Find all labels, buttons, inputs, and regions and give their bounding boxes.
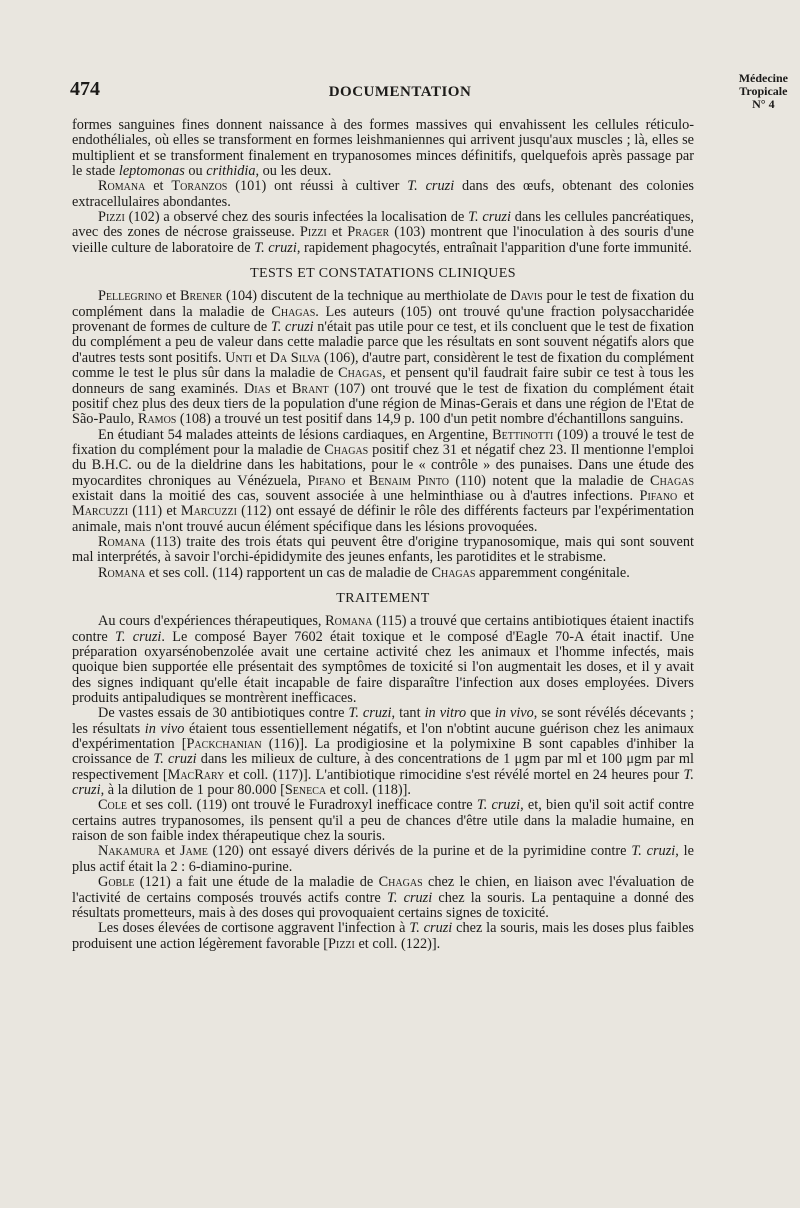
paragraph — [72, 179, 694, 210]
text-run: et — [345, 472, 369, 489]
text-run: positif chez 31 et négatif chez 23. Il mentionne l'emploi du B.H.C. ou de la dieldrine dans les habitations, pour le « contrôle » des punaises. Dans une étude des myocardites chroniques au Vénézuela, — [72, 441, 694, 489]
text-run: étaient tous essentiellement négatifs, et l'on n'obtint aucune guérison chez les animaux d'expérimentation [ — [72, 720, 694, 753]
text-run: (106), d'autre part, considèrent le test de fixation du complément comme le test le plus sûr dans la maladie de — [72, 349, 694, 382]
text-run: , et, bien qu'il soit actif contre certains autres trypanosomes, ils pensent qu'il a peu de chances d'être utile dans la maladie humaine, en raison de son faible index thérapeutique chez la souris. — [72, 797, 694, 845]
text-run: et — [162, 288, 180, 305]
species-name: T. cruzi — [468, 209, 511, 226]
author-name: Davis — [510, 288, 543, 305]
text-run: chez le chien, en liaison avec l'évaluation de l'activité de certains composés trouvés actifs contre — [72, 874, 694, 906]
text-run: En étudiant 54 malades atteints de lésions cardiaques, en Argentine, — [98, 426, 493, 443]
author-name: Pifano — [639, 487, 678, 504]
author-name: Romana — [98, 178, 146, 195]
text-run: chez la souris. La pentaquine a donné des résultats prometteurs, mais à des doses qui provoquaient certains signes de toxicité. — [72, 889, 694, 921]
journal-label — [739, 72, 788, 111]
text-run: (115) a trouvé que certains antibiotiques étaient inactifs contre — [72, 613, 694, 645]
text-run: ou — [184, 163, 207, 180]
text-run: Au cours d'expériences thérapeutiques, — [98, 613, 326, 630]
species-name: T. cruzi — [476, 797, 521, 814]
author-name: Romana — [325, 613, 373, 630]
paragraph — [72, 844, 694, 875]
species-name: T. cruzi — [153, 751, 197, 768]
text-run: et — [160, 843, 181, 860]
text-run: . Le composé Bayer 7602 était toxique et le composé d'Eagle 70-A était inactif. Une préparation oxyarsénobenzolée avait une certaine activité chez les animaux et l'homme infectés, mais quoique bien supportée elle présentait des symptômes de toxicité si l'on augmentait les doses, et il y avait des signes indiquant qu'elle était incapable de faire disparaître l'infection aux doses employées. Divers produits antipaludiques se montrèrent inefficaces. — [72, 628, 694, 707]
author-name: Jame — [180, 843, 208, 860]
running-title: DOCUMENTATION — [328, 84, 472, 100]
text-run: (111) et — [128, 503, 181, 520]
paragraph — [72, 535, 694, 566]
journal-name-line1: Médecine — [738, 71, 788, 85]
text-run: dans les milieux de culture, à des concentrations de 1 μgm par ml et 100 μgm par ml respectivement [ — [72, 751, 694, 783]
author-name: Bettinotti — [492, 426, 554, 443]
text-run: et — [252, 349, 270, 366]
author-name: Dias — [243, 380, 271, 397]
text-run: (110) notent que la maladie de — [448, 472, 651, 489]
species-name: T. cruzi — [407, 178, 455, 195]
paragraph — [72, 566, 694, 581]
author-name: MacRary — [167, 766, 225, 783]
species-name: T. cruzi — [72, 766, 694, 799]
text-run: et — [270, 380, 292, 397]
section-heading: TRAITEMENT — [336, 590, 430, 606]
article-body — [72, 118, 694, 952]
text-run: (104) discutent de la technique au merthiolate de — [222, 288, 511, 305]
italic-term: in vivo — [144, 720, 185, 737]
author-name: Benaim Pinto — [368, 472, 449, 489]
text-run: (102) a observé chez des souris infectées la localisation de — [124, 209, 469, 226]
author-name: Romana — [98, 564, 146, 581]
disease-name: Chagas — [324, 441, 369, 458]
text-run: et coll. (117)]. L'antibiotique rimocidine s'est révélé mortel en 24 heures pour — [224, 766, 684, 783]
text-run: dans des œufs, obtenant des colonies extracellulaires abondantes. — [72, 178, 694, 210]
page-number: 474 — [70, 78, 100, 100]
journal-name-line2: Tropicale — [739, 84, 788, 98]
italic-term: leptomonas — [118, 163, 185, 180]
species-name: T. cruzi — [386, 889, 433, 906]
text-run: (107) ont trouvé que le test de fixation du complément était positif chez plus des deux tiers de la population d'une région de Minas-Gerais et dans une région de l'Etat de São-Paulo, — [72, 380, 694, 428]
text-run: et coll. (122)]. — [354, 935, 441, 952]
section-heading: TESTS ET CONSTATATIONS CLINIQUES — [250, 266, 516, 282]
paragraph — [72, 614, 694, 706]
text-run: , et pensent qu'il faudrait faire subir ce test à tous les donneurs de sang examinés. — [72, 365, 694, 397]
disease-name: Chagas — [431, 564, 476, 581]
author-name: Brener — [179, 288, 223, 305]
text-run: et — [145, 178, 172, 195]
text-run: , à la dilution de 1 pour 80.000 [ — [100, 782, 285, 799]
italic-term: in vivo — [494, 705, 534, 722]
author-name: Pizzi — [98, 209, 125, 226]
author-name: Pifano — [307, 472, 346, 489]
text-run: (113) traite des trois états qui peuvent être d'origine trypanosomique, mais qui sont souvent mal interprétés, à savoir l'orchi-épididymite des jeunes enfants, les parotidites et le strabisme. — [72, 533, 694, 566]
species-name: T. cruzi — [270, 319, 314, 336]
italic-term: crithidia — [206, 163, 256, 180]
text-run: , ou les deux. — [255, 163, 332, 180]
text-run: n'était pas utile pour ce test, et ils concluent que le test de fixation du complément a peu de valeur dans cette maladie parce que les résultats en sont souvent négatifs alors que d'autres tests sont positifs. — [72, 319, 694, 366]
text-run: (120) ont essayé divers dérivés de la purine et de la pyrimidine contre — [207, 843, 632, 860]
author-name: Pizzi — [328, 935, 355, 952]
text-run: (116)]. La prodigiosine et la polymixine B sont capables d'inhiber la croissance de — [72, 736, 694, 768]
species-name: T. cruzi — [254, 239, 297, 256]
text-run: que — [466, 705, 495, 722]
author-name: Prager — [347, 224, 390, 241]
text-run: dans les cellules pancréatiques, avec des zones de nécrose graisseuse. — [72, 209, 695, 241]
species-name: T. cruzi — [115, 628, 162, 645]
text-run: existait dans la moitié des cas, souvent associée à une helminthiase ou à d'autres infections. — [72, 487, 640, 504]
page-header — [0, 71, 800, 120]
text-run: et coll. (118)]. — [326, 782, 411, 799]
author-name: Romana — [98, 533, 146, 550]
text-run: apparemment congénitale. — [475, 564, 630, 581]
author-name: Toranzos — [171, 178, 228, 195]
author-name: Brant — [291, 380, 329, 397]
text-run: et ses coll. (119) ont trouvé le Furadroxyl inefficace contre — [126, 797, 477, 814]
text-run: et — [326, 224, 348, 241]
paragraph — [72, 428, 694, 535]
author-name: Cole — [98, 797, 127, 814]
paragraph — [72, 921, 694, 952]
author-name: Nakamura — [98, 843, 160, 860]
text-run: formes sanguines fines donnent naissance à des formes massives qui envahissent les cellules réticulo-endothéliales, où elles se transforment en formes leishmaniennes qui arrivent jusqu'aux muscles ; là, elles se multiplient et se transforment finalement en trypanosomes minces définitifs, quelquefois après passage par le stade — [72, 117, 694, 180]
paragraph — [72, 875, 694, 921]
disease-name: Chagas — [650, 472, 695, 489]
paragraph — [72, 210, 694, 256]
author-name: Unti — [225, 349, 253, 366]
text-run: (103) montrent que l'inoculation à des souris d'une vieille culture de laboratoire de — [72, 224, 695, 256]
disease-name: Chagas — [271, 303, 316, 320]
author-name: Seneca — [284, 782, 327, 799]
author-name: Marcuzzi — [180, 503, 237, 520]
species-name: T. cruzi — [409, 920, 453, 937]
disease-name: Chagas — [338, 365, 383, 382]
text-run: , rapidement phagocytés, entraînait l'apparition d'une forte immunité. — [296, 239, 692, 256]
author-name: Packchanian — [186, 736, 262, 753]
author-name: Da Silva — [269, 349, 321, 366]
paragraph — [72, 798, 694, 844]
text-run: (121) a fait une étude de la maladie de — [134, 874, 379, 891]
author-name: Pizzi — [299, 224, 327, 241]
species-name: T. cruzi — [631, 843, 676, 860]
text-run: (109) a trouvé le test de fixation du complément pour la maladie de — [72, 426, 695, 458]
text-run: et ses coll. (114) rapportent un cas de maladie de — [145, 564, 432, 581]
author-name: Goble — [98, 874, 135, 891]
species-name: T. cruzi — [348, 705, 392, 722]
disease-name: Chagas — [378, 874, 423, 891]
text-run: Les doses élevées de cortisone aggravent l'infection à — [98, 920, 410, 937]
italic-term: in vitro — [424, 705, 467, 722]
text-run: et — [677, 487, 694, 504]
text-run: . Les auteurs (105) ont trouvé qu'une fraction polysaccharidée provenant de formes de culture de — [72, 303, 694, 336]
text-run: , tant — [391, 705, 425, 722]
text-run: , se sont révélés décevants ; les résultats — [72, 705, 694, 737]
journal-issue: N° 4 — [752, 97, 775, 111]
text-run: (112) ont essayé de définir le rôle des différents facteurs par l'expérimentation animale, mais n'ont trouvé aucun élément spécifique dans les lésions provoquées. — [72, 503, 694, 535]
text-run: (101) ont réussi à cultiver — [227, 178, 408, 195]
text-run: pour le test de fixation du complément dans la maladie de — [72, 288, 694, 320]
paragraph — [72, 289, 694, 427]
author-name: Marcuzzi — [72, 503, 129, 520]
author-name: Pellegrino — [98, 288, 163, 305]
text-run: (108) a trouvé un test positif dans 14,9 p. 100 d'un petit nombre d'échantillons sanguins. — [176, 411, 684, 428]
text-run: chez la souris, mais les doses plus faibles produisent une action légèrement favorable [ — [72, 920, 694, 952]
text-run: , le plus actif était la 2 : 6-diamino-purine. — [72, 843, 694, 875]
paragraph — [72, 706, 694, 798]
paragraph — [72, 118, 694, 179]
text-run: De vastes essais de 30 antibiotiques contre — [98, 705, 349, 722]
author-name: Ramos — [137, 411, 177, 428]
